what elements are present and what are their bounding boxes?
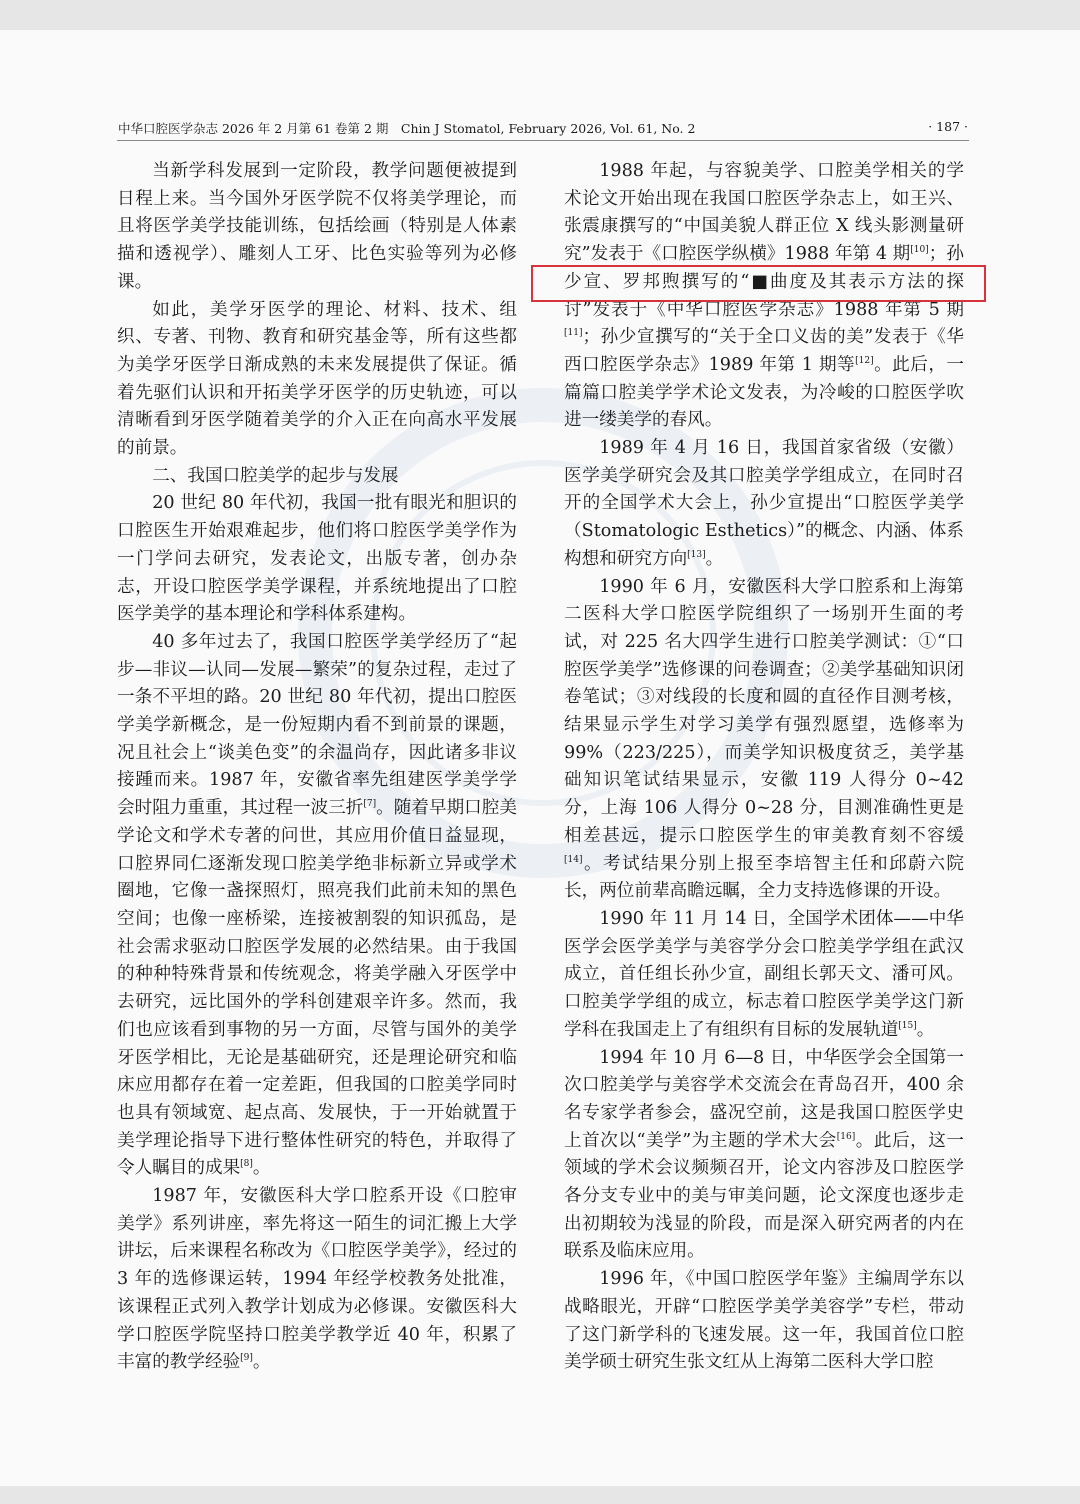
header-rule	[117, 140, 969, 141]
top-margin-band	[0, 0, 1080, 30]
running-header	[118, 119, 968, 137]
paragraph: 1994 年 10 月 6—8 日，中华医学会全国第一次口腔美学与美容学术交流会在青岛召开，400 余名专家学者参会，盛况空前，这是我国口腔医学史上首次以“美学”为主题的学术大会[16]。此后，这一领域的学术会议频频召开，论文内容涉及口腔医学各分支专业中的美与审美问题，论文深度也逐步走出初期较为浅显的阶段，而是深入研究两者的内在联系及临床应用。	[564, 1047, 964, 1262]
journal-citation: 中华口腔医学杂志 2026 年 2 月第 61 卷第 2 期 Chin J Stomatol, February 2026, Vol. 61, No. 2	[118, 121, 696, 136]
paragraph: 如此，美学牙医学的理论、材料、技术、组织、专著、刊物、教育和研究基金等，所有这些都为美学牙医学日渐成熟的未来发展提供了保证。循着先驱们认识和开拓美学牙医学的历史轨迹，可以清晰看到牙医学随着美学的介入正在向高水平发展的前景。	[117, 299, 517, 459]
paragraph: 40 多年过去了，我国口腔医学美学经历了“起步—非议—认同—发展—繁荣”的复杂过程，走过了一条不平坦的路。20 世纪 80 年代初，提出口腔医学美学新概念，是一份短期内看不到前景的课题，况且社会上“谈美色变”的余温尚存，因此诸多非议接踵而来。1987 年，安徽省率先组建医学美学学会时阻力重重，其过程一波三折[7]。随着早期口腔美学论文和学术专著的问世，其应用价值日益显现，口腔界同仁逐渐发现口腔美学绝非标新立异或学术圈地，它像一盏探照灯，照亮我们此前未知的黑色空间；也像一座桥梁，连接被割裂的知识孤岛，是社会需求驱动口腔医学发展的必然结果。由于我国的种种特殊背景和传统观念，将美学融入牙医学中去研究，远比国外的学科创建艰辛许多。然而，我们也应该看到事物的另一方面，尽管与国外的美学牙医学相比，无论是基础研究，还是理论研究和临床应用都存在着一定差距，但我国的口腔美学同时也具有领域宽、起点高、发展快，于一开始就置于美学理论指导下进行整体性研究的特色，并取得了令人瞩目的成果[8]。	[117, 631, 517, 1179]
citation-ref: [15]	[898, 1020, 917, 1031]
page-number: · 187 ·	[928, 119, 968, 134]
paragraph: 1989 年 4 月 16 日，我国首家省级（安徽）医学美学研究会及其口腔美学学组成立，在同时召开的全国学术大会上，孙少宣提出“口腔医学美学（Stomatologic Esthetics）”的概念、内涵、体系构想和研究方向[13]。	[564, 438, 964, 569]
left-column	[117, 158, 517, 1377]
highlight-box	[531, 265, 986, 302]
citation-ref: [13]	[687, 549, 706, 560]
citation-ref: [12]	[855, 356, 874, 367]
section-heading: 二、我国口腔美学的起步与发展	[152, 465, 399, 486]
citation-ref: [11]	[564, 328, 583, 339]
citation-ref: [14]	[564, 854, 583, 865]
paragraph: 1990 年 11 月 14 日，全国学术团体——中华医学会医学美学与美容学分会口腔美学学组在武汉成立，首任组长孙少宣，副组长郭天文、潘可风。口腔美学学组的成立，标志着口腔医学美学这门新学科在我国走上了有组织有目标的发展轨道[15]。	[564, 908, 964, 1040]
paragraph: 1988 年起，与容貌美学、口腔美学相关的学术论文开始出现在我国口腔医学杂志上，如王兴、张震康撰写的“中国美貌人群正位 X 线头影测量研究”发表于《口腔医学纵横》1988 年第 4 期[10]；孙少宣、罗邦煦撰写的“■曲度及其表示方法的探讨”发表于《中华口腔医学杂志》1988 年第 5 期[11]；孙少宣撰写的“关于全口义齿的美”发表于《华西口腔医学杂志》1989 年第 1 期等[12]。此后，一篇篇口腔美学学术论文发表，为冷峻的口腔医学吹进一缕美学的春风。	[564, 161, 964, 431]
right-column	[564, 158, 964, 1377]
paragraph: 1987 年，安徽医科大学口腔系开设《口腔审美学》系列讲座，率先将这一陌生的词汇搬上大学讲坛，后来课程名称改为《口腔医学美学》，经过的 3 年的选修课运转，1994 年经学校教务处批准，该课程正式列入教学计划成为必修课。安徽医科大学口腔医学院坚持口腔美学教学近 40 年，积累了丰富的教学经验[9]。	[117, 1186, 517, 1373]
paragraph: 1996 年，《中国口腔医学年鉴》主编周学东以战略眼光，开辟“口腔医学美学美容学”专栏，带动了这门新学科的飞速发展。这一年，我国首位口腔美学硕士研究生张文红从上海第二医科大学口腔	[564, 1269, 964, 1373]
paragraph: 20 世纪 80 年代初，我国一批有眼光和胆识的口腔医生开始艰难起步，他们将口腔医学美学作为一门学问去研究，发表论文，出版专著，创办杂志，开设口腔医学美学课程，并系统地提出了口腔医学美学的基本理论和学科体系建构。	[117, 493, 517, 625]
bottom-margin-band	[0, 1486, 1080, 1504]
citation-ref: [10]	[910, 245, 929, 256]
paragraph: 1990 年 6 月，安徽医科大学口腔系和上海第二医科大学口腔医学院组织了一场别开生面的考试，对 225 名大四学生进行口腔美学测试：①“口腔医学美学”选修课的问卷调查；②美学基础知识闭卷笔试；③对线段的长度和圆的直径作目测考核，结果显示学生对学习美学有强烈愿望，选修率为 99%（223/225），而美学知识极度贫乏，美学基础知识笔试结果显示，安徽 119 人得分 0~42 分，上海 106 人得分 0~28 分，目测准确性更是相差甚远，提示口腔医学生的审美教育刻不容缓[14]。考试结果分别上报至李培智主任和邱蔚六院长，两位前辈高瞻远瞩，全力支持选修课的开设。	[564, 576, 964, 902]
citation-ref: [16]	[836, 1131, 856, 1142]
citation-ref: [9]	[240, 1353, 253, 1364]
citation-ref: [8]	[240, 1159, 253, 1170]
citation-ref: [7]	[363, 799, 377, 810]
paragraph: 当新学科发展到一定阶段，教学问题便被提到日程上来。当今国外牙医学院不仅将美学理论，而且将医学美学技能训练，包括绘画（特别是人体素描和透视学）、雕刻人工牙、比色实验等列为必修课。	[117, 161, 517, 292]
